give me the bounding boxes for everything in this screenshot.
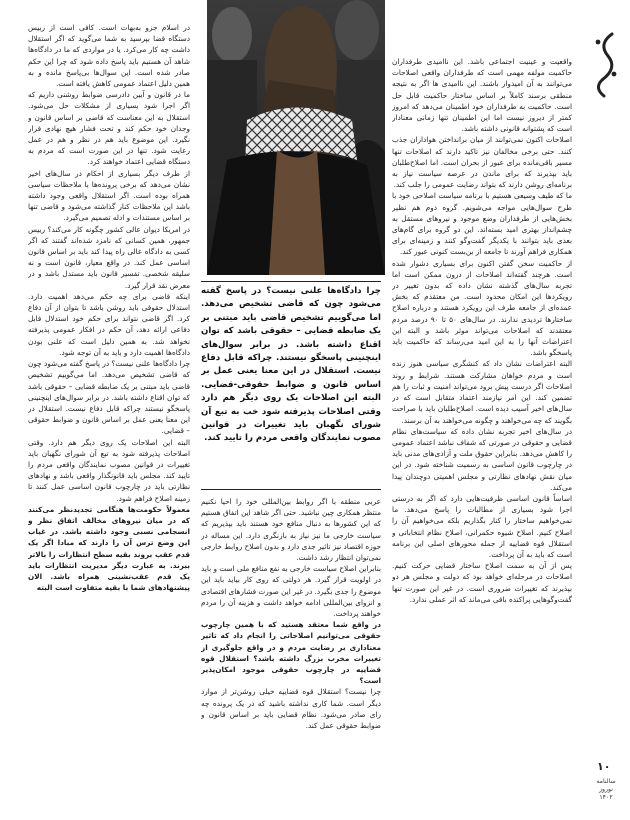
- article-photo: [207, 0, 385, 275]
- paragraph: عربی منطقه با اگر روابط بین‌المللی خود را احیا نکنیم منتظر همکاری چین نباشید. حتی اگر شاهد این اتفاق هستیم که این کشورها به دنبال منافع خود هستند باید بپذیریم که سیاست خارجی ما نیز نیاز به بازنگری دارد. این مساله در حوزه اقتصاد نیز تاثیر جدی دارد و بدون اصلاح روابط خارجی نمی‌توان انتظار رشد داشت.: [201, 497, 381, 563]
- paragraph: در سال‌های اخیر تجربه نشان داده که سیاست‌های نظام قضایی و حقوقی در صورتی که شفاف نباشد اعتماد عمومی را کاهش می‌دهد. بنابراین حقوق ملت و آزادی‌های مدنی باید در چارچوب قانون اساسی به رسمیت شناخته شود. در این میان نقش نهادهای نظارتی و مجلس اهمیتی دوچندان پیدا می‌کند.: [392, 426, 572, 492]
- paragraph: ما که طیف وسیعی هستیم با برنامه سیاست اصلاحی خود با طرح سوال‌هایی مواجه می‌شویم. گروه دوم هم نظیر بخش‌هایی از طرفداران وضع موجود و نیروهای مستقل به چشم‌انداز بهتری امید بسته‌اند. این دو گروه برای گام‌های بعدی باید بتوانند با یکدیگر گفت‌وگو کنند و زمینه‌ای برای همکاری فراهم آورند تا جامعه از بن‌بست کنونی عبور کند.: [392, 191, 572, 257]
- paragraph: اصلاحات اکنون نمی‌توانند از میان برانداختن هواداران جذب کنند. حتی برخی مخالفان نیز تاکید دارند که اصلاحات تنها مسیر باقی‌مانده برای عبور از بحران است. اما اصلاح‌طلبان باید بپذیرند که برای ماندن در عرصه سیاست نیاز به برنامه‌ای روشن دارند که بتواند رضایت عمومی را جلب کند.: [392, 135, 572, 190]
- magazine-logo: [590, 30, 620, 100]
- article-column-right: [392, 56, 572, 808]
- paragraph: در امریکا دیوان عالی کشور چگونه کار می‌کند؟ رییس جمهور، همین کسانی که نامزد شده‌اند گفتند که اگر کسی به دادگاه عالی راه پیدا کند باید بر اساس قانون اساسی عمل کند. در واقع معیار، قانون است و نه سلیقه شخصی. تفسیر قانون باید مستدل باشد و در معرض نقد قرار گیرد.: [28, 224, 190, 290]
- page-number: ۱۰: [597, 760, 611, 773]
- paragraph: در اسلام جزو به‌بهات است. کافی است از رییس دستگاه قضا بپرسید به شما می‌گوید که اگر استقلال داشت چه کار می‌کرد. یا در مواردی که ما در دادگاه‌ها شاهد آن هستیم باید پاسخ داده شود که چرا این حکم صادر شده است. این سوال‌ها بی‌پاسخ مانده و به همین دلیل اعتماد عمومی کاهش یافته است.: [28, 23, 190, 89]
- paragraph: از طرف دیگر بسیاری از احکام در سال‌های اخیر نشان می‌دهد که برخی پرونده‌ها با ملاحظات سیاسی همراه بوده است. اگر استقلال واقعی وجود داشته باشد این ملاحظات کنار گذاشته می‌شود و قاضی تنها بر اساس مستندات و ادله تصمیم می‌گیرد.: [28, 168, 190, 223]
- paragraph: چرا دادگاه‌ها علنی نیست؟ در پاسخ گفته می‌شود چون که قاضی تشخیص می‌دهد. اما می‌گوییم تشخیص قاضی باید مبتنی بر یک ضابطه قضایی – حقوقی باشد که توان اقناع داشته باشد. در برابر سوال‌های اینچنینی پاسخگو نیستند چراکه قابل دفاع نیست. استقلال در این معنا یعنی عمل بر اساس قانون و ضوابط حقوقی – قضایی.: [28, 359, 190, 436]
- paragraph: معمولاً حکومت‌ها هنگامی تجدیدنظر می‌کنند که در میان نیروهای مخالف اتفاق نظر و انسجامی نسبی وجود داشته باشد. در غیاب این وضع ترس آن را دارند که مبادا اگر یک قدم عقب بروند بقیه سطح انتظارات را بالاتر ببرند. به عبارت دیگر مدیریت انتظارات باید یک قدم عقب‌نشینی همراه باشد. الان پیشنهادهای شما با بقیه متفاوت است البته: [28, 504, 190, 593]
- magazine-logo-mark: [590, 30, 620, 100]
- paragraph: اینکه قاضی برای چه حکم می‌دهد اهمیت دارد. استدلال حقوقی باید روشن باشد تا بتوان از آن دفاع کرد. اگر قاضی نتواند برای حکم خود استدلال قابل دفاعی ارائه دهد، آن حکم در افکار عمومی پذیرفته نخواهد شد. به همین دلیل است که علنی بودن دادگاه‌ها اهمیت دارد و باید به آن توجه شود.: [28, 291, 190, 357]
- issue-label: سالنامه نوروز ۱۴۰۲: [596, 778, 616, 801]
- paragraph: البته این اصلاحات یک روی دیگر هم دارد. وقتی اصلاحات پذیرفته شود به تبع آن شورای نگهبان باید تغییرات در قوانین مصوب نمایندگان واقعی مردم را تایید کند. مجلس باید قانونگذار واقعی باشد و نهادهای نظارتی باید در چارچوب قانون اساسی عمل کنند تا زمینه اصلاح فراهم شود.: [28, 437, 190, 503]
- pull-quote-bottom-rule: [201, 489, 381, 490]
- paragraph: در واقع شما معتقد هستید که با همین چارچوب حقوقی می‌توانیم اصلاحاتی را انجام داد که تاثیر معناداری بر رضایت مردم و در واقع جلوگیری از تغییرات مخرب بزرگ داشته باشد؟ استقلال قوه قضاییه در چارچوب حقوقی موجود امکان‌پذیر است؟: [201, 620, 381, 686]
- paragraph: چرا نیست؟ استقلال قوه قضاییه خیلی روشن‌تر از موارد دیگر است. شما کاری نداشته باشید که در یک پرونده چه رای صادر می‌شود. نظام قضایی باید بر اساس قانون و ضوابط حقوقی عمل کند.: [201, 687, 381, 731]
- paragraph: اساساً قانون اساسی ظرفیت‌هایی دارد که اگر به درستی اجرا شود بسیاری از مطالبات را پاسخ می‌دهد. ما نمی‌خواهیم ساختار را کنار بگذاریم بلکه می‌خواهیم آن را اصلاح کنیم. اصلاح شیوه حکمرانی، اصلاح نظام انتخاباتی و استقلال قوه قضاییه از جمله محورهای اصلی این برنامه است که باید به آن پرداخت.: [392, 493, 572, 559]
- article-column-left: [28, 22, 190, 808]
- paragraph: پس از آن به سمت اصلاح ساختار قضایی حرکت کنیم. اصلاحات در مرحله‌ای خواهد بود که دولت و مجلس هر دو بپذیرند که تغییرات ضروری است. در غیر این صورت تنها گفت‌وگوهایی پراکنده باقی می‌ماند که اثر عملی ندارد.: [392, 561, 572, 604]
- paragraph: بنابراین اصلاح سیاست خارجی به نفع منافع ملی است و باید در اولویت قرار گیرد. هر دولتی که روی کار بیاید باید این موضوع را جدی بگیرد. در غیر این صورت فشارهای اقتصادی و انزوای بین‌المللی ادامه خواهد داشت و هزینه آن را مردم خواهند پرداخت.: [201, 564, 381, 619]
- paragraph: ما در قانون و آیین دادرسی ضوابط روشنی داریم که اگر اجرا شود بسیاری از مشکلات حل می‌شود. استقلال به این معناست که قاضی بر اساس قانون و وجدان خود حکم کند و تحت فشار هیچ نهادی قرار نگیرد. این موضوع باید هم در نظر و هم در عمل رعایت شود. تنها در این صورت است که مردم به دستگاه قضایی اعتماد خواهند کرد.: [28, 90, 190, 167]
- paragraph: از حاکمیت سخن گفتن اکنون برای بسیاری دشوار شده است. هرچند گفته‌اند اصلاحات از درون ممکن است اما تجربه سال‌های گذشته نشان داده که بدون تغییر در رویکردها این امکان محدود است. من معتقدم که بخش عمده‌ای از جامعه طرف این رویکرد هستند و درباره اصلاح ساختارها تردیدی ندارند. در سال‌های ۵۰ تا ۹۰ درصد مردم معتقدند که اصلاحات می‌تواند موثر باشد و البته این اعتراضات آنها را به این امید می‌رساند که حاکمیت باید پاسخگو باشد.: [392, 258, 572, 358]
- pull-quote: چرا دادگاه‌ها علنی نیست؟ در پاسخ گفته می‌شود چون که قاضی تشخیص می‌دهد. اما می‌گوییم تشخیص قاضی باید مبتنی بر یک ضابطه قضایی – حقوقی باشد که توان اقناع داشته باشد. در برابر سوال‌های اینچنینی پاسخگو نیستند. چراکه قابل دفاع نیست. استقلال در این معنا یعنی عمل بر اساس قانون و ضوابط حقوقی-قضایی. البته این اصلاحات یک روی دیگر هم دارد وقتی اصلاحات پذیرفته شود خب به تبع آن شورای نگهبان باید تغییرات در قوانین مصوب نمایندگان واقعی مردم را تایید کند.: [201, 286, 381, 444]
- paragraph: البته اعتراضات نشان داد که کنشگری سیاسی هنوز زنده است و مردم خواهان مشارکت هستند. شرایط و روند اصلاحات اگر درست پیش برود می‌تواند امنیت و ثبات را هم تضمین کند. این امر نیازمند اعتماد متقابل است که در سال‌های اخیر آسیب دیده است. اصلاح‌طلبان باید با صراحت بگویند که چه می‌خواهند و چگونه می‌خواهند به آن برسند.: [392, 359, 572, 425]
- article-column-middle: [201, 496, 381, 808]
- crowd-photo-image: [207, 0, 385, 275]
- paragraph: واقعیت و عینیت اجتماعی باشد. این ناامیدی طرفداران حاکمیت مولفه مهمی است که طرفداران واقعی اصلاحات می‌توانند به آن امیدوار باشند. این ناامیدی ها اگر به نتیجه منطقی برسند کاملاً بر اساس ساختار حاکمیت قابل حل است. حاکمیت به طرفداران خود اطمینان می‌دهد که امروز کمتر از دیروز نیست اما این اطمینان تنها زمانی معنادار است که پشتوانه قانونی داشته باشد.: [392, 57, 572, 134]
- pull-quote-top-rule: [201, 281, 381, 282]
